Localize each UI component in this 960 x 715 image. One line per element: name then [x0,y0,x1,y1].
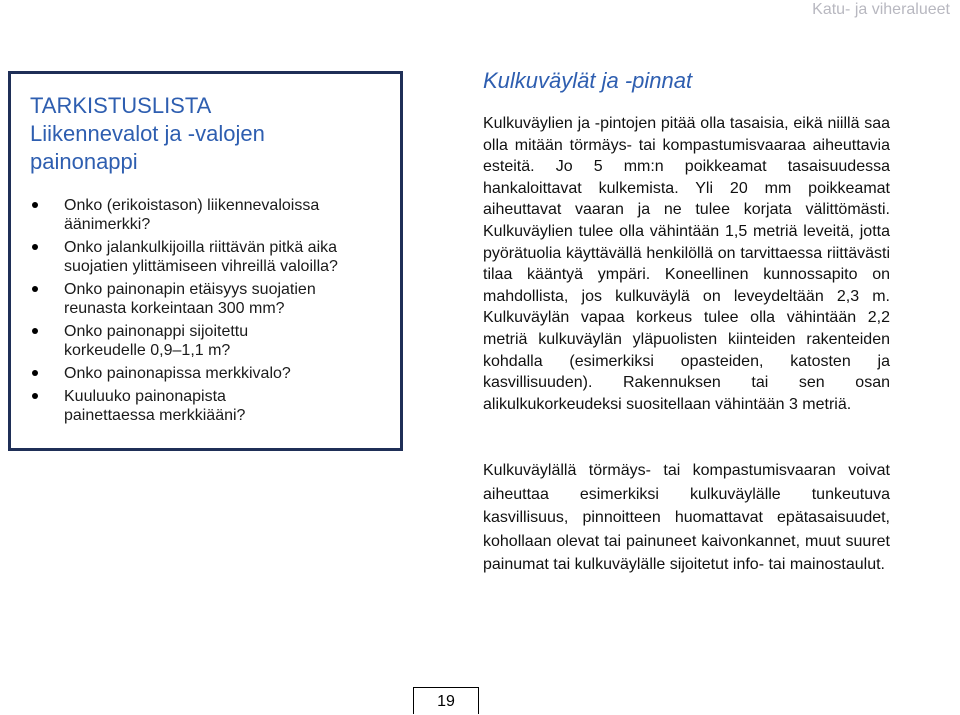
checklist-item-text: Kuuluuko painonapista [64,388,226,405]
bullet-icon [32,328,38,334]
page-number: 19 [413,687,479,714]
checklist-items [30,196,386,425]
article-title: Kulkuväylät ja -pinnat [483,68,693,93]
checklist-item [30,387,386,425]
checklist-item-text: äänimerkki? [64,216,151,233]
checklist-item [30,364,386,383]
checklist-item [30,280,386,318]
bullet-icon [32,286,38,292]
checklist-item-text: Onko (erikoistason) liikennevaloissa [64,197,320,214]
bullet-icon [32,244,38,250]
bullet-icon [32,202,38,208]
checklist-title-line: painonappi [30,149,138,174]
checklist-item-text: reunasta korkeintaan 300 mm? [64,300,285,317]
checklist-item [30,322,386,360]
checklist-item [30,238,386,276]
article-paragraph: Kulkuväylien ja -pintojen pitää olla tasaisia, eikä niillä saa olla mitään törmäys- tai kompastumisvaaraa aiheuttavia esteitä. Jo 5 mm:n poikkeamat tasaisuudessa hankaloittavat kulkemista. Yli 20 mm poikkeamat aiheuttavat vaaran ja ne tulee korjata välittömästi. Kulkuväylien tulee olla vähintään 1,5 metriä leveitä, jotta pyörätuolia käyttävällä henkilöllä on tarvittaessa riittävästi tilaa kääntyä ympäri. Koneellinen kunnossapito on mahdollista, jos kulkuväylä on leveydeltään 2,3 m. Kulkuväylän vapaa korkeus tulee olla vähintään 2,2 metriä kulkuväylän yläpuolisten kiinteiden rakenteiden kohdalla (esimerkiksi opasteiden, katosten ja kasvillisuuden). Rakennuksen tai sen osan alikulkukorkeudeksi suositellaan vähintään 3 metriä. [483,115,890,413]
checklist-item [30,196,386,234]
checklist-item-text: Onko jalankulkijoilla riittävän pitkä aika [64,239,338,256]
checklist-item-text: Onko painonappi sijoitettu [64,323,249,340]
bullet-icon [32,370,38,376]
checklist-item-text: korkeudelle 0,9–1,1 m? [64,342,231,359]
checklist-box [8,71,403,451]
running-header: Katu- ja viheralueet [812,1,950,18]
checklist-title-line: TARKISTUSLISTA [30,93,212,118]
checklist-item-text: Onko painonapissa merkkivalo? [64,365,291,382]
checklist-title-line: Liikennevalot ja -valojen [30,121,265,146]
checklist-item-text: Onko painonapin etäisyys suojatien [64,281,316,298]
checklist-item-text: painettaessa merkkiääni? [64,407,246,424]
checklist-item-text: suojatien ylittämiseen vihreillä valoilla? [64,258,338,275]
checklist-title [30,92,386,176]
bullet-icon [32,393,38,399]
article-paragraph: Kulkuväylällä törmäys- tai kompastumisvaaran voivat aiheuttaa esimerkiksi kulkuväylälle tunkeutuva kasvillisuus, pinnoitteen huomattavat epätasaisuudet, kohollaan olevat tai painuneet kaivonkannet, muut suuret painumat tai kulkuväylälle sijoitetut info- tai mainostaulut. [483,462,890,573]
